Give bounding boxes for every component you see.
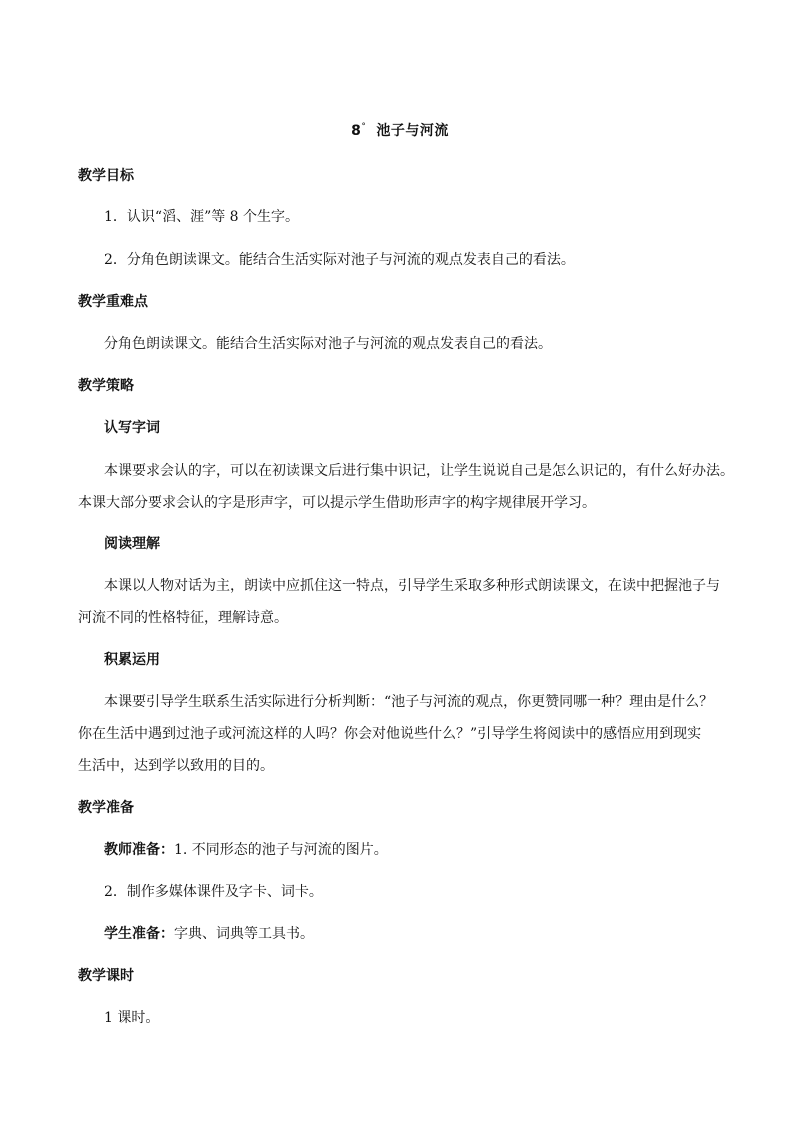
- teacher-preparation-label: 教师准备：: [104, 842, 174, 858]
- hours-text: 1 课时。: [104, 1010, 160, 1026]
- heading-preparation: 教学准备: [78, 800, 134, 816]
- reading-line-1: 本课以人物对话为主，朗读中应抓住这一特点，引导学生采取多种形式朗读课文，在读中把握池子与: [104, 578, 720, 594]
- lesson-title: 池子与河流: [376, 123, 449, 139]
- student-preparation-text: 字典、词典等工具书。: [174, 926, 314, 942]
- application-line-3: 生活中，达到学以致用的目的。: [78, 758, 274, 774]
- heading-strategy: 教学策略: [78, 378, 134, 394]
- student-preparation: [104, 923, 314, 943]
- goal-item-1: 1．认识“滔、涯”等 8 个生字。: [104, 209, 300, 225]
- teacher-preparation-item-2: 2．制作多媒体课件及字卡、词卡。: [104, 884, 323, 900]
- lesson-mark: °: [361, 122, 367, 132]
- subheading-application: 积累运用: [104, 652, 160, 668]
- lesson-number: 8: [351, 123, 362, 139]
- key-points-text: 分角色朗读课文。能结合生活实际对池子与河流的观点发表自己的看法。: [104, 336, 552, 352]
- heading-goals: 教学目标: [78, 168, 134, 184]
- subheading-literacy: 认写字词: [104, 420, 160, 436]
- application-line-1: 本课要引导学生联系生活实际进行分析判断：“池子与河流的观点，你更赞同哪一种？理由是什么？: [104, 694, 714, 710]
- goal-item-2: 2．分角色朗读课文。能结合生活实际对池子与河流的观点发表自己的看法。: [104, 252, 575, 268]
- teacher-preparation-item-1: 1. 不同形态的池子与河流的图片。: [174, 842, 388, 858]
- application-line-2: 你在生活中遇到过池子或河流这样的人吗？你会对他说些什么？”引导学生将阅读中的感悟应用到现实: [78, 726, 702, 742]
- page-title: [0, 120, 800, 140]
- heading-hours: 教学课时: [78, 968, 134, 984]
- literacy-line-2: 本课大部分要求会认的字是形声字，可以提示学生借助形声字的构字规律展开学习。: [78, 495, 596, 511]
- subheading-reading: 阅读理解: [104, 536, 160, 552]
- heading-key-points: 教学重难点: [78, 294, 148, 310]
- teacher-preparation: [104, 839, 388, 859]
- literacy-line-1: 本课要求会认的字，可以在初读课文后进行集中识记，让学生说说自己是怎么识记的，有什么好办法。: [104, 463, 734, 479]
- student-preparation-label: 学生准备：: [104, 926, 174, 942]
- reading-line-2: 河流不同的性格特征，理解诗意。: [78, 610, 288, 626]
